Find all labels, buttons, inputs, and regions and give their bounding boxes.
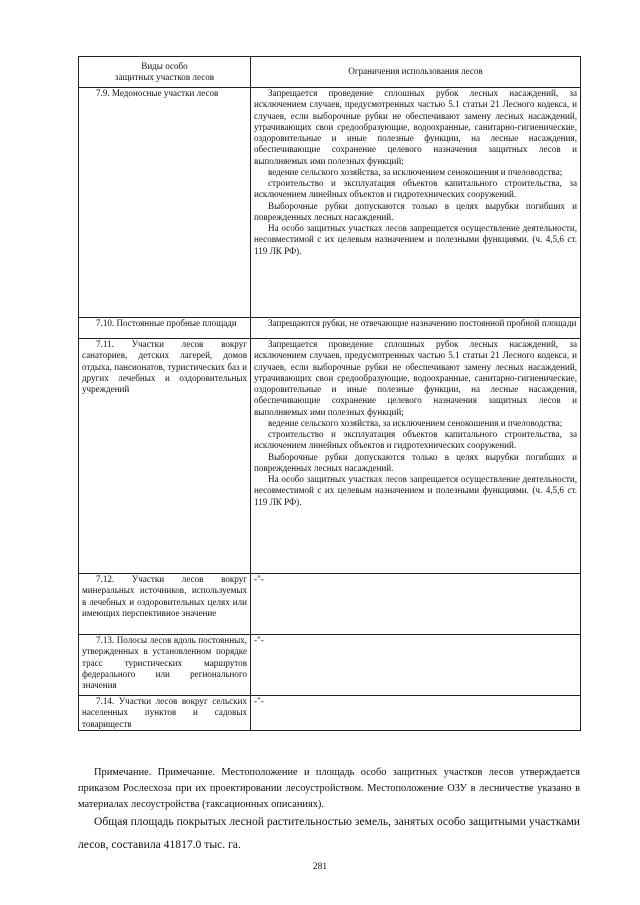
- table-row: [79, 696, 581, 731]
- table-row: [79, 318, 581, 339]
- table-row: [79, 339, 581, 574]
- table-row: [79, 574, 581, 635]
- restriction-paragraph: На особо защитных участках лесов запрещается осуществление деятельности, несовместимой с их целевым назначением и полезными функциями. (ч. 4,5,6 ст. 119 ЛК РФ).: [254, 474, 577, 507]
- area-type-cell: 7.11. Участки лесов вокруг санаториев, детских лагерей, домов отдыха, пансионатов, туристических баз и других лечебных и оздоровительных учреждений: [79, 339, 251, 574]
- header-forest-use-restrictions: Ограничения использования лесов: [251, 57, 581, 88]
- table-header-row: [79, 57, 581, 88]
- ditto-mark: -"-: [251, 635, 581, 696]
- restriction-paragraph: ведение сельского хозяйства, за исключением сенокошения и пчеловодства;: [268, 166, 563, 177]
- area-type-cell: 7.10. Постоянные пробные площади: [79, 318, 251, 339]
- area-type-cell: 7.13. Полосы лесов вдоль постоянных, утвержденных в установленном порядке трасс туристических маршрутов федерального или регионального значения: [79, 635, 251, 696]
- table-row: [79, 88, 581, 318]
- restriction-paragraph: Запрещаются рубки, не отвечающие назначению постоянной пробной площади: [268, 318, 577, 328]
- restriction-paragraph: Запрещается проведение сплошных рубок лесных насаждений, за исключением случаев, предусмотренных частью 5.1 статьи 21 Лесного кодекса, и случаев, если выборочные рубки не обеспечивают замену лесных насаждений, утрачивающих свои средообразующие, водоохранные, санитарно-гигиенические, оздоровительные и иные полезные функции, на лесные насаждения, обеспечивающие сохранение целевого назначения защитных лесов и выполняемых ими полезных функций;: [254, 88, 577, 166]
- table-note: Примечание. Примечание. Местоположение и площадь особо защитных участков лесов утверждается приказом Рослесхоза при их проектировании лесоустройством. Местоположение ОЗУ в лесничестве указано в материалах лесоустройства (таксационных описаниях).: [78, 767, 580, 810]
- restriction-paragraph: На особо защитных участках лесов запрещается осуществление деятельности, несовместимой с их целевым назначением и полезными функциями. (ч. 4,5,6 ст. 119 ЛК РФ).: [254, 223, 577, 256]
- restriction-cell: [251, 318, 581, 339]
- header-protected-area-types: Виды особо защитных участков лесов: [79, 57, 251, 88]
- area-type-cell: 7.14. Участки лесов вокруг сельских населенных пунктов и садовых товариществ: [79, 696, 251, 731]
- area-type-cell: 7.9. Медоносные участки лесов: [79, 88, 251, 318]
- restriction-paragraph: ведение сельского хозяйства, за исключением сенокошения и пчеловодства;: [268, 417, 563, 428]
- ditto-mark: -"-: [251, 574, 581, 635]
- restriction-cell: [251, 88, 581, 318]
- page-number: 281: [312, 862, 328, 872]
- restriction-cell: [251, 339, 581, 574]
- restriction-paragraph: строительство и эксплуатация объектов капитального строительства, за исключением линейных объектов и гидротехнических сооружений.: [254, 429, 577, 451]
- area-type-cell: 7.12. Участки лесов вокруг минеральных источников, используемых в лечебных и оздоровительных целях или имеющих перспективное значение: [79, 574, 251, 635]
- protected-forest-restrictions-table: [78, 56, 581, 731]
- table-row: [79, 635, 581, 696]
- restriction-paragraph: Выборочные рубки допускаются только в целях вырубки погибших и поврежденных лесных насаждений.: [254, 200, 577, 222]
- restriction-paragraph: Запрещается проведение сплошных рубок лесных насаждений, за исключением случаев, предусмотренных частью 5.1 статьи 21 Лесного кодекса, и случаев, если выборочные рубки не обеспечивают замену лесных насаждений, утрачивающих свои средообразующие, водоохранные, санитарно-гигиенические, оздоровительные и иные полезные функции, на лесные насаждения, обеспечивающие сохранение целевого назначения защитных лесов и выполняемых ими полезных функций;: [254, 339, 577, 417]
- restriction-paragraph: строительство и эксплуатация объектов капитального строительства, за исключением линейных объектов и гидротехнических сооружений.: [254, 178, 577, 200]
- ditto-mark: -"-: [251, 696, 581, 731]
- restriction-paragraph: Выборочные рубки допускаются только в целях вырубки погибших и поврежденных лесных насаждений.: [254, 451, 577, 473]
- total-area-paragraph: Общая площадь покрытых лесной растительностью земель, занятых особо защитными участками лесов, составила 41817.0 тыс. га.: [78, 815, 580, 851]
